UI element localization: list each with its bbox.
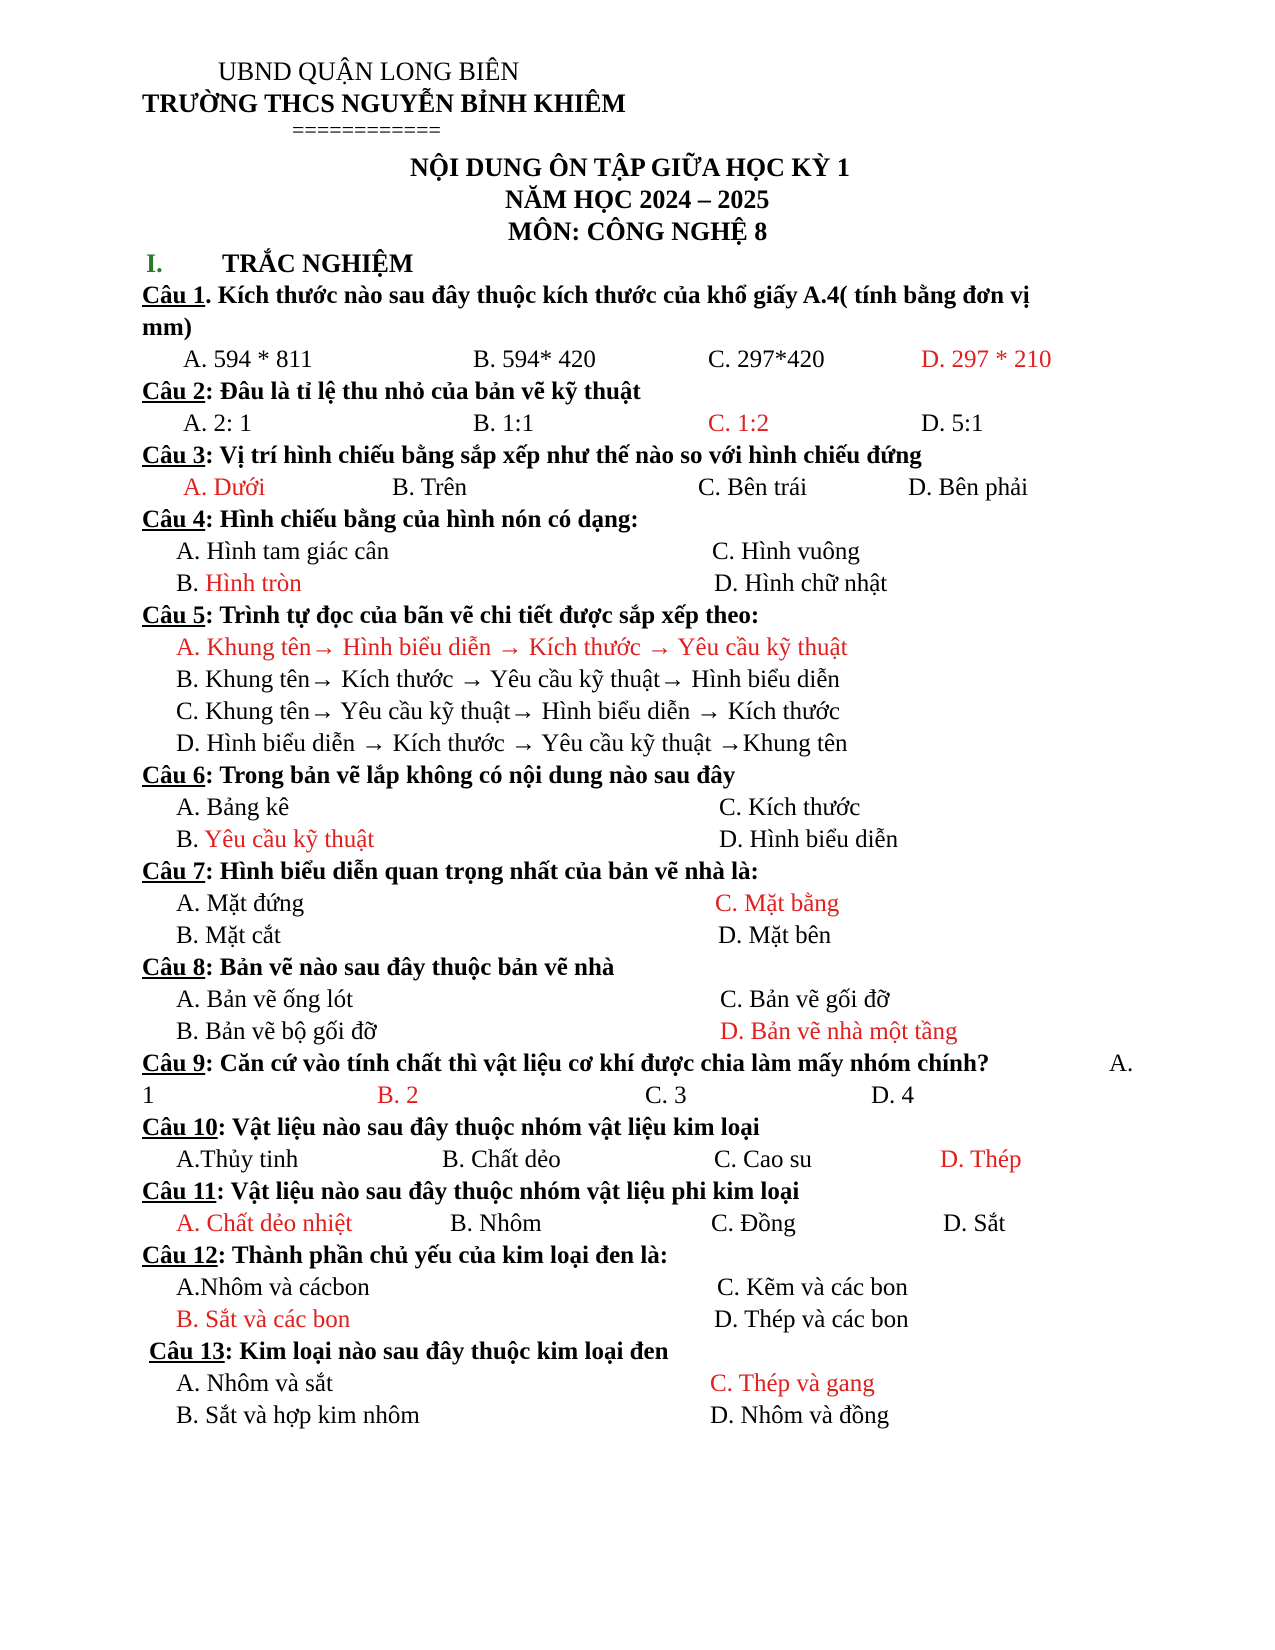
question-text: : Đâu là tỉ lệ thu nhỏ của bản vẽ kỹ thuật [205,378,641,405]
option-d: D. Sắt [943,1210,1006,1237]
option-a-answer: A. Khung tên→ Hình biểu diễn → Kích thước → Yêu cầu kỹ thuật [176,634,848,661]
option-c-answer: C. 1:2 [708,410,770,437]
option-a: A. 2: 1 [183,410,252,437]
option-b: B. 1:1 [473,410,535,437]
option-b [176,824,374,856]
option-b: B. Sắt và hợp kim nhôm [176,1402,420,1429]
option-b: B. Nhôm [450,1210,542,1237]
question-1-continuation: mm) [142,314,192,341]
question-11 [142,1176,799,1208]
option-d: D. Hình biểu diễn → Kích thước → Yêu cầu kỹ thuật →Khung tên [176,730,848,757]
option-a: A. Bản vẽ ống lót [176,986,354,1013]
question-label: Câu 2 [142,378,206,405]
option-d: D. 5:1 [921,410,984,437]
option-d: D. Thép và các bon [714,1306,909,1333]
question-text: : Vị trí hình chiếu bằng sắp xếp như thế nào so với hình chiếu đứng [205,442,922,469]
option-c: C. Đồng [711,1210,796,1237]
question-text: . Kích thước nào sau đây thuộc kích thước của khổ giấy A.4( tính bằng đơn vị [205,282,1030,309]
question-label: Câu 4 [142,506,206,533]
question-9 [142,1048,989,1080]
option-c: C. Hình vuông [712,538,860,565]
option-d: D. Bên phải [908,474,1029,501]
option-b: B. Bản vẽ bộ gối đỡ [176,1018,377,1045]
option-a: 1 [142,1082,155,1109]
option-c: C. Bản vẽ gối đỡ [720,986,890,1013]
question-text: : Trình tự đọc của bãn vẽ chi tiết được sắp xếp theo: [205,602,760,629]
question-label: Câu 5 [142,602,206,629]
subject-name: MÔN: CÔNG NGHỆ 8 [508,217,768,246]
question-label: Câu 9 [142,1050,206,1077]
question-label: Câu 13 [149,1338,225,1365]
option-a-answer: A. Dưới [183,474,266,501]
option-b: B. Khung tên→ Kích thước → Yêu cầu kỹ thuật→ Hình biểu diễn [176,666,840,693]
header-divider: ============ [292,117,441,142]
option-b-answer-text: Yêu cầu kỹ thuật [204,826,375,853]
option-letter: B. [176,826,205,853]
section-number: I. [146,249,163,278]
question-7 [142,856,759,888]
question-5 [142,600,759,632]
option-a: A. Nhôm và sắt [176,1370,333,1397]
question-13 [149,1336,669,1368]
school-year: NĂM HỌC 2024 – 2025 [505,185,770,214]
option-c: C. Khung tên→ Yêu cầu kỹ thuật→ Hình biểu diễn → Kích thước [176,698,840,725]
question-text: : Bản vẽ nào sau đây thuộc bản vẽ nhà [205,954,615,981]
option-d: D. 4 [871,1082,915,1109]
question-4 [142,504,639,536]
option-b: B. Trên [392,474,468,501]
option-d: D. Hình biểu diễn [719,826,899,853]
option-a: A. Hình tam giác cân [176,538,390,565]
question-10 [142,1112,760,1144]
question-text: : Thành phần chủ yếu của kim loại đen là: [217,1242,669,1269]
district-name: UBND QUẬN LONG BIÊN [218,57,520,86]
question-label: Câu 6 [142,762,206,789]
school-name: TRƯỜNG THCS NGUYỄN BỈNH KHIÊM [142,89,626,118]
option-b-answer: B. Sắt và các bon [176,1306,351,1333]
option-a: A.Thủy tinh [176,1146,299,1173]
question-3 [142,440,922,472]
option-b [176,568,302,600]
option-d: D. Mặt bên [718,922,832,949]
option-d-answer: D. Bản vẽ nhà một tầng [720,1018,958,1045]
option-a: A. Bảng kê [176,794,290,821]
question-text: : Kim loại nào sau đây thuộc kim loại đen [224,1338,669,1365]
section-title: TRẮC NGHIỆM [222,249,414,278]
option-c: C. 3 [645,1082,687,1109]
option-c: C. Bên trái [698,474,808,501]
question-label: Câu 10 [142,1114,218,1141]
option-a-letter: A. [1109,1050,1134,1077]
option-a: A.Nhôm và cácbon [176,1274,370,1301]
question-8 [142,952,614,984]
question-text: : Vật liệu nào sau đây thuộc nhóm vật liệu kim loại [217,1114,760,1141]
option-c: C. Kích thước [719,794,861,821]
option-a: A. Mặt đứng [176,890,305,917]
option-d-answer: D. Thép [940,1146,1022,1173]
option-d-answer: D. 297 * 210 [921,346,1052,373]
option-b: B. 594* 420 [473,346,596,373]
section-heading [146,248,413,280]
option-b-answer-text: Hình tròn [205,570,302,597]
question-label: Câu 8 [142,954,206,981]
option-a: A. 594 * 811 [183,346,313,373]
document-title: NỘI DUNG ÔN TẬP GIỮA HỌC KỲ 1 [410,153,850,182]
option-d: D. Nhôm và đồng [710,1402,890,1429]
option-c: C. Cao su [714,1146,812,1173]
question-12 [142,1240,668,1272]
option-b: B. Chất dẻo [442,1146,561,1173]
question-text: : Hình chiếu bằng của hình nón có dạng: [205,506,639,533]
option-letter: B. [176,570,206,597]
option-c: C. Kẽm và các bon [717,1274,908,1301]
question-text: : Hình biểu diễn quan trọng nhất của bản vẽ nhà là: [205,858,759,885]
option-c: C. 297*420 [708,346,825,373]
question-text: : Căn cứ vào tính chất thì vật liệu cơ khí được chia làm mấy nhóm chính? [205,1050,990,1077]
option-b: B. Mặt cắt [176,922,281,949]
option-c-answer: C. Thép và gang [710,1370,875,1397]
option-c-answer: C. Mặt bằng [715,890,840,917]
question-text: : Vật liệu nào sau đây thuộc nhóm vật liệu phi kim loại [216,1178,800,1205]
option-b-answer: B. 2 [377,1082,419,1109]
question-label: Câu 1 [142,282,206,309]
question-6 [142,760,735,792]
option-d: D. Hình chữ nhật [714,570,888,597]
question-text: : Trong bản vẽ lắp không có nội dung nào sau đây [205,762,736,789]
question-label: Câu 11 [142,1178,217,1205]
question-label: Câu 3 [142,442,206,469]
option-a-answer: A. Chất dẻo nhiệt [176,1210,353,1237]
question-1 [142,280,1030,312]
question-label: Câu 7 [142,858,206,885]
question-2 [142,376,641,408]
question-label: Câu 12 [142,1242,218,1269]
